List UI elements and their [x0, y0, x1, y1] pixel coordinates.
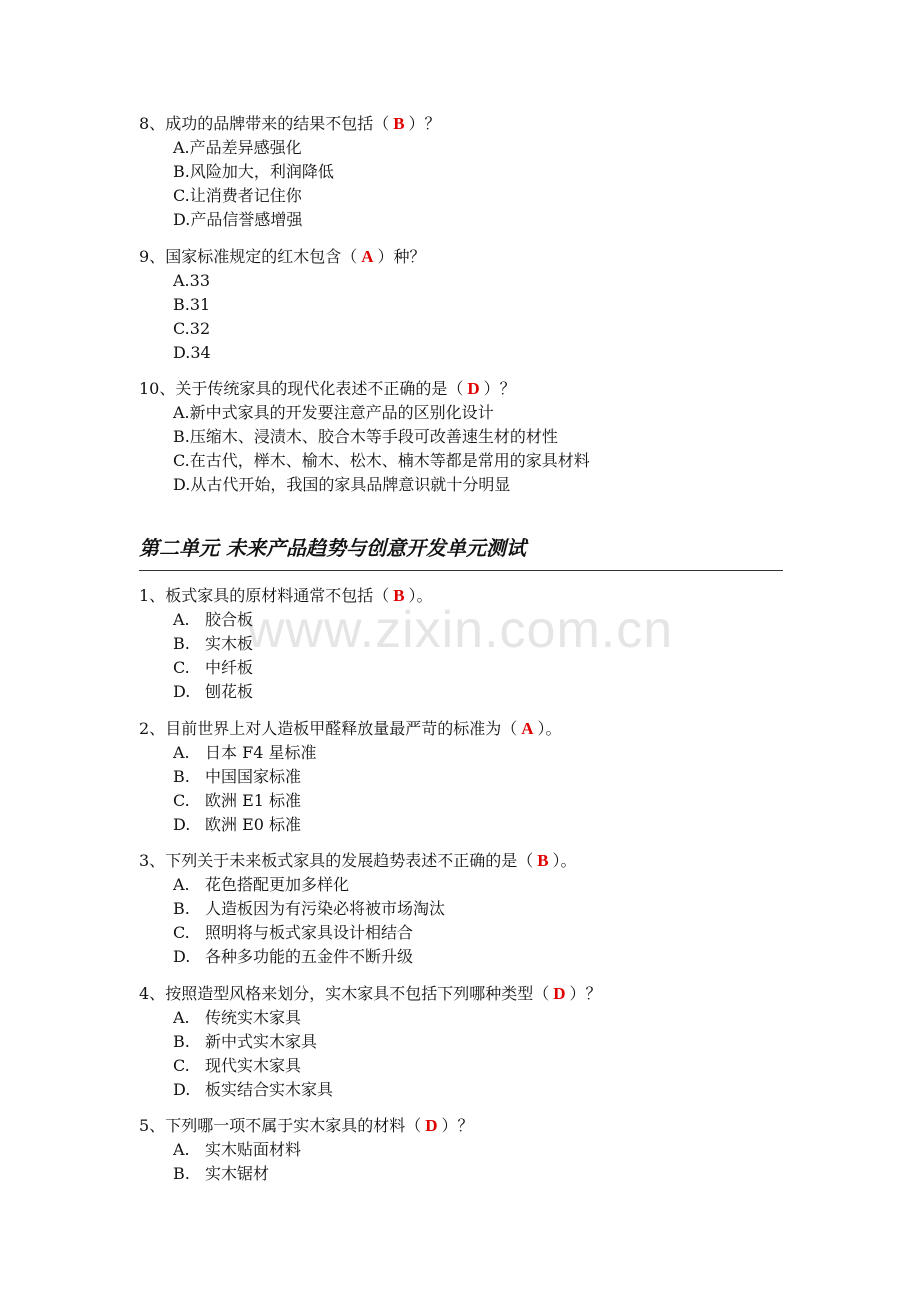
question-2	[139, 717, 562, 741]
question-stem: 关于传统家具的现代化表述不正确的是（	[175, 379, 464, 398]
option-text: 日本 F4 星标准	[205, 743, 317, 762]
option	[173, 921, 413, 945]
option-letter: D.	[173, 1080, 191, 1099]
option-letter: C.	[173, 791, 190, 810]
option-text: 实木贴面材料	[205, 1140, 302, 1159]
option-text: 板实结合实木家具	[205, 1080, 334, 1099]
answer-letter: A	[521, 719, 534, 738]
question-stem: 板式家具的原材料通常不包括（	[165, 586, 390, 605]
option: D.34	[173, 343, 211, 362]
question-end: ）？	[408, 114, 441, 133]
option	[173, 873, 349, 897]
option-text: 传统实木家具	[205, 1008, 302, 1027]
question-5	[139, 1114, 474, 1138]
option-text: 实木锯材	[205, 1164, 270, 1183]
option-text: 花色搭配更加多样化	[205, 875, 350, 894]
answer-letter: B	[393, 586, 405, 605]
option-letter: B.	[173, 899, 190, 918]
option-letter: A.	[173, 610, 190, 629]
question-number: 9、	[139, 247, 166, 266]
option-letter: B.	[173, 767, 190, 786]
answer-letter: B	[537, 851, 549, 870]
option-letter: B.	[173, 1032, 190, 1051]
option-letter: A.	[173, 743, 190, 762]
option: B.31	[173, 295, 211, 314]
question-number: 10、	[139, 379, 176, 398]
option	[173, 680, 253, 704]
question-4	[139, 982, 602, 1006]
question-number: 4、	[139, 984, 166, 1003]
question-number: 3、	[139, 851, 166, 870]
option: A.33	[173, 271, 210, 290]
option-text: 新中式实木家具	[205, 1032, 318, 1051]
option: A.产品差异感强化	[173, 138, 302, 157]
question-3	[139, 849, 577, 873]
option-text: 欧洲 E0 标准	[205, 815, 302, 834]
question-end: ）？	[483, 379, 516, 398]
option-text: 中纤板	[205, 658, 254, 677]
option	[173, 945, 413, 969]
option-letter: A.	[173, 1008, 190, 1027]
question-end: ）？	[569, 984, 602, 1003]
option-letter: B.	[173, 634, 190, 653]
question-stem: 按照造型风格来划分，实木家具不包括下列哪种类型（	[165, 984, 550, 1003]
option	[173, 897, 445, 921]
answer-letter: D	[467, 379, 480, 398]
question-number: 5、	[139, 1116, 166, 1135]
option-text: 照明将与板式家具设计相结合	[205, 923, 414, 942]
option-letter: D.	[173, 815, 191, 834]
answer-letter: D	[553, 984, 566, 1003]
option-text: 欧洲 E1 标准	[205, 791, 302, 810]
answer-letter: A	[361, 247, 374, 266]
question-number: 2、	[139, 719, 166, 738]
option-letter: D.	[173, 947, 191, 966]
option	[173, 789, 301, 813]
option	[173, 1162, 269, 1186]
option: C.32	[173, 319, 211, 338]
question-stem: 下列关于未来板式家具的发展趋势表述不正确的是（	[165, 851, 534, 870]
option: D.从古代开始，我国的家具品牌意识就十分明显	[173, 475, 511, 494]
question-end: ）。	[537, 719, 562, 738]
question-9	[139, 245, 426, 269]
option-text: 胶合板	[205, 610, 254, 629]
question-number: 1、	[139, 586, 166, 605]
option	[173, 1078, 333, 1102]
option	[173, 741, 316, 765]
option	[173, 1054, 301, 1078]
option-letter: C.	[173, 923, 190, 942]
option-letter: C.	[173, 1056, 190, 1075]
option	[173, 656, 253, 680]
option-letter: B.	[173, 1164, 190, 1183]
question-stem: 下列哪一项不属于实木家具的材料（	[165, 1116, 422, 1135]
option-text: 实木板	[205, 634, 254, 653]
option: C.让消费者记住你	[173, 186, 302, 205]
option-text: 刨花板	[205, 682, 254, 701]
option-letter: A.	[173, 875, 190, 894]
option-text: 中国国家标准	[205, 767, 302, 786]
question-stem: 成功的品牌带来的结果不包括（	[165, 114, 390, 133]
option: A.新中式家具的开发要注意产品的区别化设计	[173, 403, 494, 422]
question-8	[139, 112, 441, 136]
question-end: ）种？	[377, 247, 426, 266]
question-end: ）。	[552, 851, 577, 870]
question-stem: 国家标准规定的红木包含（	[165, 247, 358, 266]
answer-letter: B	[393, 114, 405, 133]
option	[173, 813, 301, 837]
question-end: ）？	[441, 1116, 474, 1135]
option	[173, 632, 253, 656]
option: B.风险加大，利润降低	[173, 162, 334, 181]
question-end: ）。	[408, 586, 433, 605]
option-text: 人造板因为有污染必将被市场淘汰	[205, 899, 446, 918]
question-number: 8、	[139, 114, 166, 133]
section-title: 第二单元 未来产品趋势与创意开发单元测试	[139, 536, 526, 560]
option	[173, 608, 253, 632]
question-stem: 目前世界上对人造板甲醛释放量最严苛的标准为（	[165, 719, 518, 738]
section-divider	[139, 570, 783, 571]
option-letter: A.	[173, 1140, 190, 1159]
option-letter: C.	[173, 658, 190, 677]
option	[173, 765, 301, 789]
option	[173, 1006, 301, 1030]
option: B.压缩木、浸渍木、胶合木等手段可改善速生材的材性	[173, 427, 558, 446]
option-text: 现代实木家具	[205, 1056, 302, 1075]
question-1	[139, 584, 433, 608]
option-letter: D.	[173, 682, 191, 701]
option: D.产品信誉感增强	[173, 210, 303, 229]
question-10	[139, 377, 516, 401]
watermark: www.zixin.com.cn	[246, 601, 674, 659]
option-text: 各种多功能的五金件不断升级	[205, 947, 414, 966]
option	[173, 1138, 301, 1162]
answer-letter: D	[425, 1116, 438, 1135]
option	[173, 1030, 317, 1054]
option: C.在古代，榉木、榆木、松木、楠木等都是常用的家具材料	[173, 451, 590, 470]
